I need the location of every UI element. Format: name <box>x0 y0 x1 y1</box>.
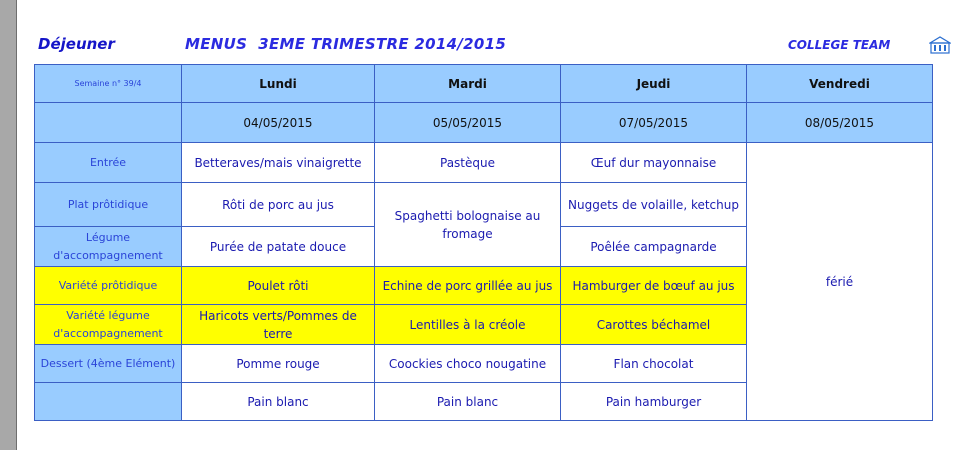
row-label-plat: Plat prôtidique <box>35 183 182 227</box>
cell-variete-prot-mardi: Echine de porc grillée au jus <box>375 267 561 305</box>
cell-legume-lundi: Purée de patate douce <box>182 227 375 267</box>
window-left-edge <box>0 0 17 450</box>
row-label-dessert: Dessert (4ème Elément) <box>35 345 182 383</box>
date-vendredi: 08/05/2015 <box>747 103 933 143</box>
cell-legume-jeudi: Poêlée campagnarde <box>561 227 747 267</box>
cell-variete-leg-lundi: Haricots verts/Pommes de terre <box>182 305 375 345</box>
school-building-icon <box>929 36 951 58</box>
row-label-variete-prot: Variété prôtidique <box>35 267 182 305</box>
cell-pain-mardi: Pain blanc <box>375 383 561 421</box>
menu-title: MENUS 3EME TRIMESTRE 2014/2015 <box>185 35 507 53</box>
cell-variete-leg-jeudi: Carottes béchamel <box>561 305 747 345</box>
cell-dessert-jeudi: Flan chocolat <box>561 345 747 383</box>
cell-pain-lundi: Pain blanc <box>182 383 375 421</box>
cell-vendredi-ferie: férié <box>747 143 933 421</box>
cell-variete-leg-mardi: Lentilles à la créole <box>375 305 561 345</box>
cell-variete-prot-jeudi: Hamburger de bœuf au jus <box>561 267 747 305</box>
day-header-lundi: Lundi <box>182 65 375 103</box>
table-row <box>35 103 933 143</box>
day-header-jeudi: Jeudi <box>561 65 747 103</box>
row-label-entree: Entrée <box>35 143 182 183</box>
cell-plat-lundi: Rôti de porc au jus <box>182 183 375 227</box>
day-header-vendredi: Vendredi <box>747 65 933 103</box>
date-mardi: 05/05/2015 <box>375 103 561 143</box>
cell-entree-lundi: Betteraves/mais vinaigrette <box>182 143 375 183</box>
school-name: COLLEGE TEAM <box>788 38 891 52</box>
row-label-legume: Légume d'accompagnement <box>35 227 182 267</box>
row-label-variete-leg: Variété légume d'accompagnement <box>35 305 182 345</box>
cell-plat-jeudi: Nuggets de volaille, ketchup <box>561 183 747 227</box>
week-label: Semaine n° 39/4 <box>35 65 182 103</box>
cell-pain-jeudi: Pain hamburger <box>561 383 747 421</box>
day-header-mardi: Mardi <box>375 65 561 103</box>
cell-dessert-mardi: Coockies choco nougatine <box>375 345 561 383</box>
table-row <box>35 65 933 103</box>
cell-entree-jeudi: Œuf dur mayonnaise <box>561 143 747 183</box>
cell-dessert-lundi: Pomme rouge <box>182 345 375 383</box>
row-label-pain <box>35 383 182 421</box>
date-jeudi: 07/05/2015 <box>561 103 747 143</box>
menu-table <box>34 64 933 421</box>
cell-entree-mardi: Pastèque <box>375 143 561 183</box>
empty-cell <box>35 103 182 143</box>
date-lundi: 04/05/2015 <box>182 103 375 143</box>
meal-title: Déjeuner <box>38 35 115 53</box>
cell-variete-prot-lundi: Poulet rôti <box>182 267 375 305</box>
table-row <box>35 143 933 183</box>
cell-plat-legume-mardi: Spaghetti bolognaise au fromage <box>375 183 561 267</box>
